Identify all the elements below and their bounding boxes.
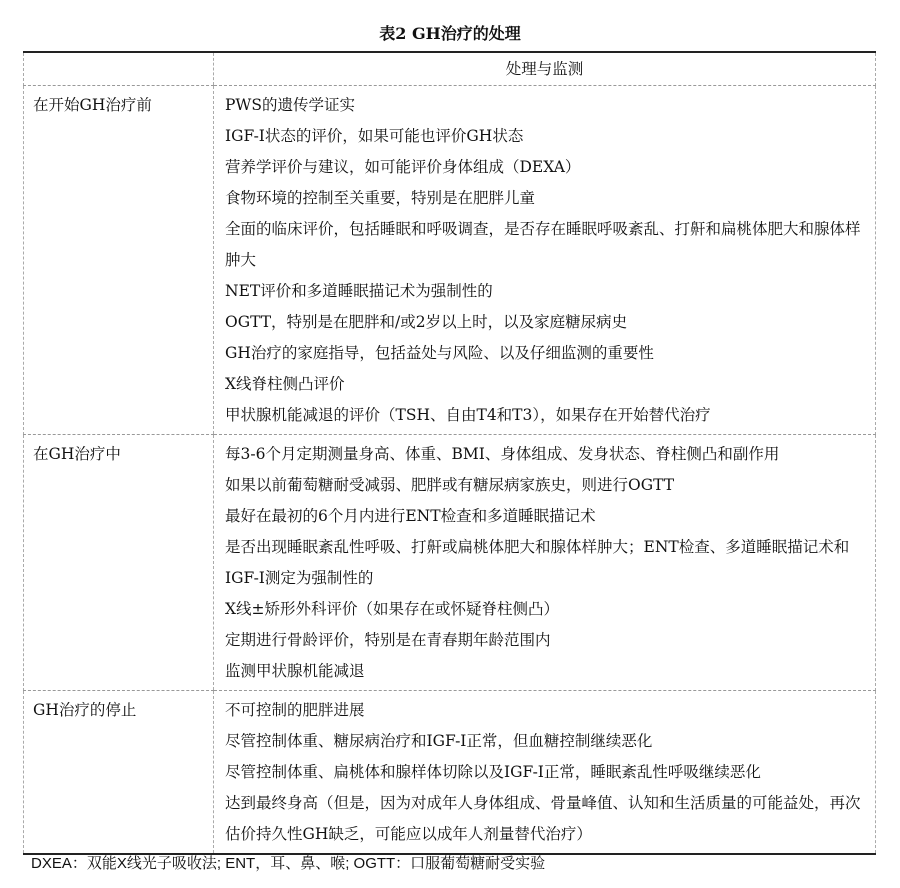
table-row (24, 691, 876, 855)
list-item: GH治疗的家庭指导，包括益处与风险、以及仔细监测的重要性 (225, 344, 654, 362)
list-item: OGTT，特别是在肥胖和/或2岁以上时，以及家庭糖尿病史 (225, 313, 628, 331)
header-cell-management: 处理与监测 (214, 52, 876, 86)
list-item: X线±矫形外科评价（如果存在或怀疑脊柱侧凸） (225, 600, 560, 618)
table-row (24, 435, 876, 691)
list-item: 监测甲状腺机能减退 (225, 662, 365, 680)
list-item: PWS的遗传学证实 (225, 96, 355, 114)
list-item: 每3-6个月定期测量身高、体重、BMI、身体组成、发身状态、脊柱侧凸和副作用 (225, 445, 780, 463)
list-item: 如果以前葡萄糖耐受减弱、肥胖或有糖尿病家族史，则进行OGTT (225, 476, 675, 494)
list-item: 是否出现睡眠紊乱性呼吸、打鼾或扁桃体肥大和腺体样肿大；ENT检查、多道睡眠描记术和IGF-I测定为强制性的 (225, 538, 850, 587)
section-label: 在GH治疗中 (24, 435, 214, 691)
table-footnote: DXEA：双能X线光子吸收法; ENT，耳、鼻、喉; OGTT：口服葡萄糖耐受实验 (31, 855, 546, 872)
table-row (24, 86, 876, 435)
list-item: 尽管控制体重、扁桃体和腺样体切除以及IGF-I正常，睡眠紊乱性呼吸继续恶化 (225, 763, 761, 781)
section-content (214, 435, 876, 691)
list-item: IGF-I状态的评价，如果可能也评价GH状态 (225, 127, 524, 145)
list-item: 不可控制的肥胖进展 (225, 701, 365, 719)
section-label: GH治疗的停止 (24, 691, 214, 855)
list-item: 尽管控制体重、糖尿病治疗和IGF-I正常，但血糖控制继续恶化 (225, 732, 653, 750)
list-item: 最好在最初的6个月内进行ENT检查和多道睡眠描记术 (225, 507, 596, 525)
table-header-row (24, 52, 876, 86)
list-item: 甲状腺机能减退的评价（TSH、自由T4和T3），如果存在开始替代治疗 (225, 406, 711, 424)
section-label: 在开始GH治疗前 (24, 86, 214, 435)
header-cell-stage (24, 52, 214, 86)
list-item: 定期进行骨龄评价，特别是在青春期年龄范围内 (225, 631, 551, 649)
section-content (214, 86, 876, 435)
section-content (214, 691, 876, 855)
table-title: 表2 GH治疗的处理 (379, 24, 521, 43)
list-item: 营养学评价与建议，如可能评价身体组成（DEXA） (225, 158, 581, 176)
list-item: 食物环境的控制至关重要，特别是在肥胖儿童 (225, 189, 536, 207)
management-table (23, 51, 876, 855)
list-item: X线脊柱侧凸评价 (225, 375, 345, 393)
list-item: 全面的临床评价，包括睡眠和呼吸调查，是否存在睡眠呼吸紊乱、打鼾和扁桃体肥大和腺体样肿大 (225, 220, 861, 269)
list-item: 达到最终身高（但是，因为对成年人身体组成、骨量峰值、认知和生活质量的可能益处，再次估价持久性GH缺乏，可能应以成年人剂量替代治疗） (225, 794, 861, 843)
list-item: NET评价和多道睡眠描记术为强制性的 (225, 282, 493, 300)
